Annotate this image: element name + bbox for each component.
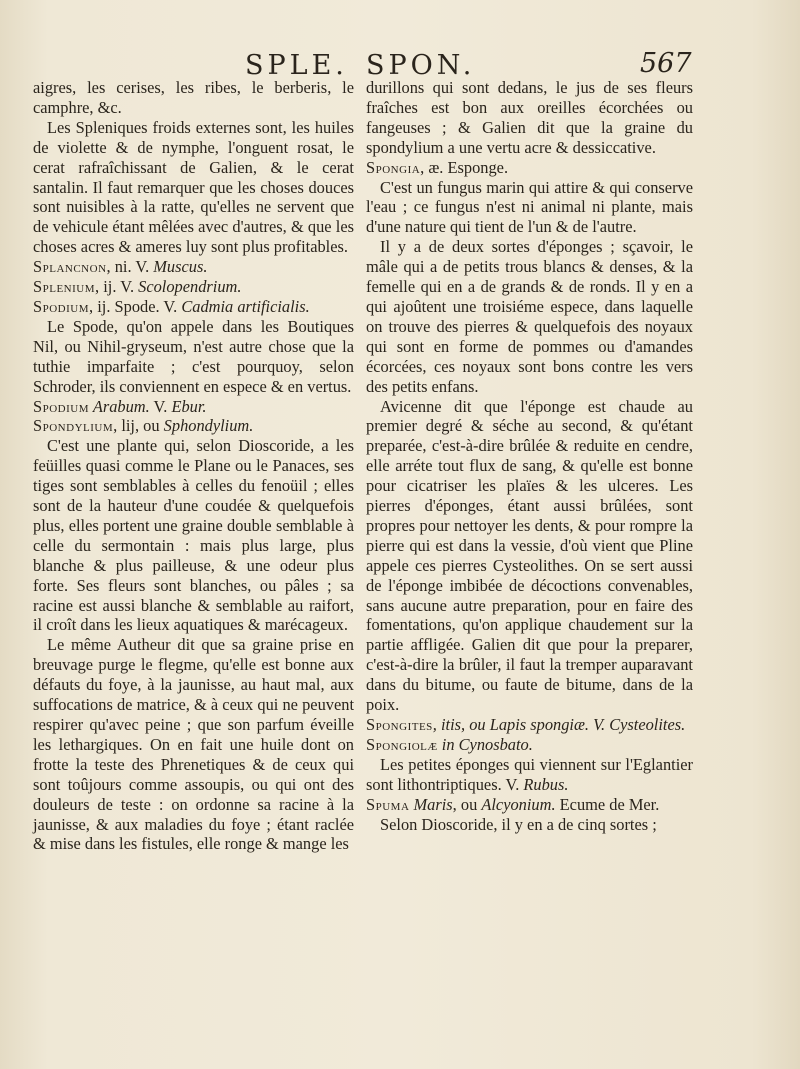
- entry-text: V.: [149, 396, 172, 416]
- entry-qualifier: in Cynosbato.: [437, 734, 533, 754]
- entry-reference: Scolopendrium.: [138, 277, 242, 297]
- dictionary-entry: [33, 297, 354, 317]
- entry-reference: Sphondylium.: [163, 416, 254, 436]
- entry-reference: Rubus.: [523, 774, 569, 794]
- paragraph: [366, 755, 693, 795]
- header-left-word: SPLE.: [245, 50, 348, 81]
- right-column: [366, 78, 693, 834]
- entry-reference: Lapis spongiæ. V. Cysteolites.: [489, 715, 686, 734]
- entry-reference: Muscus.: [153, 257, 208, 277]
- paragraph: C'est un fungus marin qui attire & qui conserve l'eau ; ce fungus n'est ni animal ni plante, mais d'une nature qui tient de l'un & de l'autre.: [366, 177, 693, 237]
- dictionary-entry: [366, 735, 693, 755]
- paragraph: Il y a de deux sortes d'éponges ; sçavoir, le mâle qui a de petits trous blancs & denses, & la femelle qui en a de grands & de ronds. Il y en a qui ajoûtent une troisiéme espece, dans laquelle on trouve des pierres & quelquefois des noyaux qui sont en forme de pommes ou d'amandes écorcées, ces noyaux sont bons contre les vers des petits enfans.: [366, 237, 693, 396]
- entry-headword: Spuma: [366, 794, 410, 814]
- dictionary-entry: [33, 416, 354, 436]
- entry-text: , ij. V.: [95, 277, 139, 297]
- entry-text: , ni. V.: [106, 257, 154, 277]
- paragraph: durillons qui sont dedans, le jus de ses fleurs fraîches est bon aux oreilles écorchées ou fangeuses ; & Galien dit que la graine du spondylium a une vertu acre & dessiccative.: [366, 78, 693, 157]
- entry-headword: Spongia: [366, 157, 421, 177]
- header-right-word: SPON.: [366, 50, 476, 81]
- paragraph-text: Les petites éponges qui viennent sur l'Eglantier sont lithontriptiques. V.: [366, 754, 693, 794]
- entry-headword: Spondylium: [33, 416, 114, 436]
- entry-text: , ou: [452, 794, 482, 814]
- paragraph: Le Spode, qu'on appele dans les Boutiques Nil, ou Nihil-gryseum, n'est autre chose que la tuthie imparfaite ; c'est pourquoy, selon Schroder, ils conviennent en espece & en vertus.: [33, 316, 354, 396]
- entry-text: , æ. Esponge.: [420, 157, 509, 177]
- entry-headword: Spongites: [366, 715, 433, 734]
- entry-qualifier: Maris: [409, 794, 453, 814]
- entry-headword: Spodium: [33, 396, 90, 416]
- page-number: 567: [640, 48, 692, 79]
- entry-qualifier: Arabum.: [89, 396, 150, 416]
- paragraph: Avicenne dit que l'éponge est chaude au premier degré & séche au second, & qu'étant preparée, c'est-à-dire brûlée & reduite en cendre, elle arréte tout flux de sang, & qu'elle est bonne pour cicatriser les plaïes & les ulceres. Les pierres d'éponges, étant aussi brûlées, sont propres pour nettoyer les dents, & pour rompre la pierre qui est dans la vessie, d'où vient que Pline appele ces pierres Cysteolithes. On se sert aussi de l'éponge imbibée de décoctions convenables, sans aucune autre preparation, pour en faire des fomentations, qu'on applique chaudement sur la partie affligée. Galien dit que pour la preparer, c'est-à-dire la brûler, il faut la tremper auparavant dans du bitume, ou faute de bitume, dans de la poix.: [366, 396, 693, 715]
- entry-headword: Splancnon: [33, 257, 107, 277]
- paragraph: Le même Autheur dit que sa graine prise en breuvage purge le flegme, qu'elle est bonne aux défauts du foye, à la jaunisse, au haut mal, aux suffocations de matrice, & à ceux qui ne peuvent respirer qu'avec peine ; que son parfum éveille les lethargiques. On en fait une huile dont on frotte la teste des Phrenetiques & de ceux qui sont toûjours comme assoupis, ou qui ont des douleurs de teste : on ordonne sa racine à la jaunisse, & aux maladies du foye ; étant raclée & mise dans les fistules, elle ronge & mange les: [33, 635, 354, 854]
- entry-headword: Splenium: [33, 277, 96, 297]
- dictionary-entry: [366, 795, 693, 815]
- entry-text: , lij, ou: [113, 416, 164, 436]
- paragraph: C'est une plante qui, selon Dioscoride, a les feüilles quasi comme le Plane ou le Panaces, ses tiges sont semblables à celles du fenoüil ; elles sont de la hauteur d'une coudée & quelquefois plus, elles portent une graine double semblable à celle du sermontain : mais plus large, plus blanche & plus pailleuse, & une odeur plus forte. Ses fleurs sont blanches, ou pâles ; sa racine est aussi blanche & semblable au raifort, il croît dans les lieux aquatiques & marécageux.: [33, 436, 354, 635]
- dictionary-entry: [366, 715, 693, 735]
- left-column: [33, 78, 354, 854]
- entry-text: Ecume de Mer.: [555, 794, 660, 814]
- entry-headword: Spodium: [33, 296, 90, 316]
- entry-reference: Cadmia artificialis.: [181, 296, 310, 316]
- dictionary-entry: [33, 277, 354, 297]
- entry-text: , ij. Spode. V.: [89, 296, 182, 316]
- entry-text: , itis, ou: [432, 715, 490, 734]
- dictionary-entry: [33, 257, 354, 277]
- entry-reference: Alcyonium.: [481, 794, 556, 814]
- dictionary-entry: [366, 158, 693, 178]
- paragraph: aigres, les cerises, les ribes, le berberis, le camphre, &c.: [33, 78, 354, 117]
- entry-headword: Spongiolæ: [366, 734, 438, 754]
- entry-reference: Ebur.: [171, 396, 207, 416]
- paragraph: Selon Dioscoride, il y en a de cinq sortes ;: [380, 814, 657, 834]
- dictionary-entry: [33, 397, 354, 417]
- paragraph: Les Spleniques froids externes sont, les huiles de violette & de nymphe, l'onguent rosat, le cerat rafraîchissant de Galien, & le cerat santalin. Il faut remarquer que les choses douces sont nuisibles à la ratte, qu'elles ne servent que de vehicule étant mêlées avec d'autres, & que les choses acres & ameres luy sont plus profitables.: [33, 117, 354, 257]
